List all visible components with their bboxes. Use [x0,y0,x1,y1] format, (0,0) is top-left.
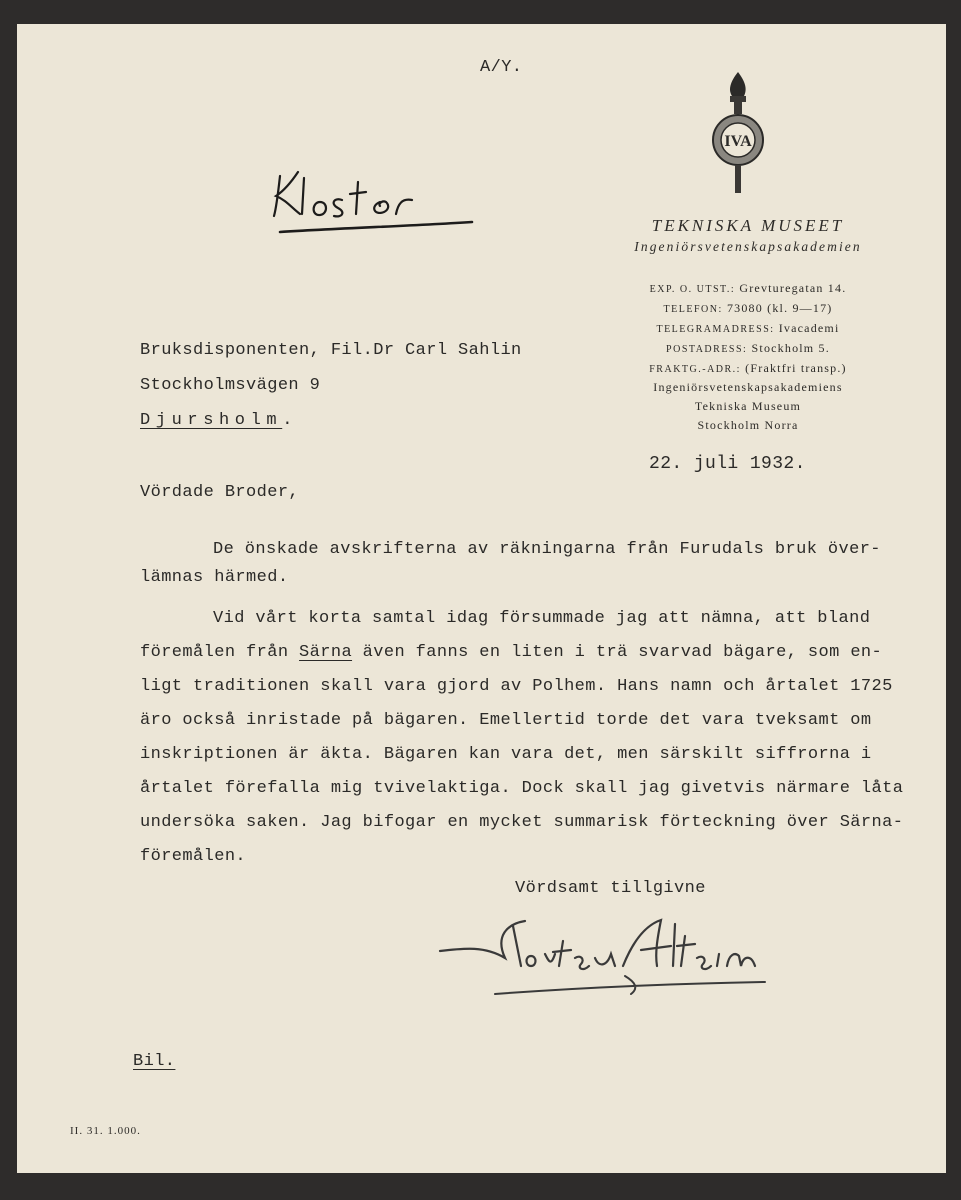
enclosure-mark: Bil. [133,1052,176,1071]
body-line: ligt traditionen skall vara gjord av Polhem. Hans namn och årtalet 1725 [140,677,893,696]
handwritten-signature [435,896,785,996]
iva-torch-emblem-logo [708,70,768,195]
letterhead-phone-line: TELEFON: 73080 (kl. 9—17) [663,301,833,315]
letterhead-address-line: EXP. O. UTST.: Grevturegatan 14. [649,281,847,295]
body-line: De önskade avskrifterna av räkningarna från Furudals bruk över- [213,540,881,559]
body-line: föremålen från Särna även fanns en liten i trä svarvad bägare, som en- [140,643,883,662]
body-line: äro också inristade på bägaren. Emellertid torde det vara tveksamt om [140,711,872,730]
logo-initials: IVA [724,133,752,150]
letter-date: 22. juli 1932. [649,454,806,474]
letterhead-freight-addr-3: Stockholm Norra [697,418,799,432]
file-mark: A/Y. [480,58,523,77]
letter-page [17,24,946,1173]
handwritten-note-kloster [262,154,492,239]
letterhead-telegram-line: TELEGRAMADRESS: Ivacademi [656,321,840,335]
recipient-city: Djursholm. [140,411,293,430]
org-subtitle: Ingeniörsvetenskapsakademien [634,239,862,254]
org-name: TEKNISKA MUSEET [651,216,845,235]
salutation: Vördade Broder, [140,483,300,502]
recipient-street: Stockholmsvägen 9 [140,376,321,395]
body-line: lämnas härmed. [140,568,289,587]
letterhead-postal-line: POSTADRESS: Stockholm 5. [666,341,830,355]
recipient-name: Bruksdisponenten, Fil.Dr Carl Sahlin [140,341,522,360]
body-line: undersöka saken. Jag bifogar en mycket summarisk förteckning över Särna- [140,813,904,832]
body-line: föremålen. [140,847,247,866]
body-line: årtalet förefalla mig tvivelaktiga. Dock skall jag givetvis närmare låta [140,779,904,798]
body-line: Vid vårt korta samtal idag försummade jag att nämna, att bland [213,609,871,628]
form-number: II. 31. 1.000. [70,1125,141,1137]
closing: Vördsamt tillgivne [515,879,706,898]
letterhead-freight-line: FRAKTG.-ADR.: (Fraktfri transp.) [649,361,847,375]
body-line: inskriptionen är äkta. Bägaren kan vara det, men särskilt siffrorna i [140,745,872,764]
letterhead-freight-addr-2: Tekniska Museum [694,399,802,413]
letterhead-freight-addr-1: Ingeniörsvetenskapsakademiens [653,380,843,394]
